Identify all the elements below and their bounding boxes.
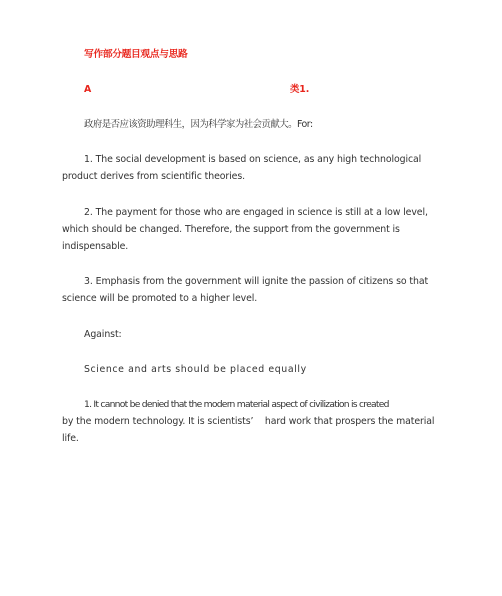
paragraph-line: which should be changed. Therefore, the support from the government is [62, 224, 400, 235]
section-suffix: 类1. [290, 84, 310, 95]
topic-line: 政府是否应该资助理科生，因为科学家为社会贡献大。For: [84, 119, 313, 130]
paragraph-line: by the modern technology. It is scientists’ hard work that prospers the material [62, 416, 435, 427]
paragraph-line: life. [62, 433, 79, 444]
paragraph-line: science will be promoted to a higher level. [62, 293, 258, 304]
against-label: Against: [84, 329, 122, 340]
paragraph-line: 1. The social development is based on science, as any high technological [84, 154, 422, 165]
paragraph-line: product derives from scientific theories. [62, 171, 245, 182]
paragraph-line: 2. The payment for those who are engaged in science is still at a low level, [84, 207, 428, 218]
section-letter: A [84, 84, 92, 95]
against-thesis: Science and arts should be placed equally [84, 364, 307, 375]
paragraph-line: 3. Emphasis from the government will ignite the passion of citizens so that [84, 276, 429, 287]
document-title: 写作部分题目观点与思路 [84, 49, 188, 60]
paragraph-line: indispensable. [62, 241, 129, 252]
paragraph-line: 1. It cannot be denied that the modern material aspect of civilization is created [84, 399, 389, 410]
